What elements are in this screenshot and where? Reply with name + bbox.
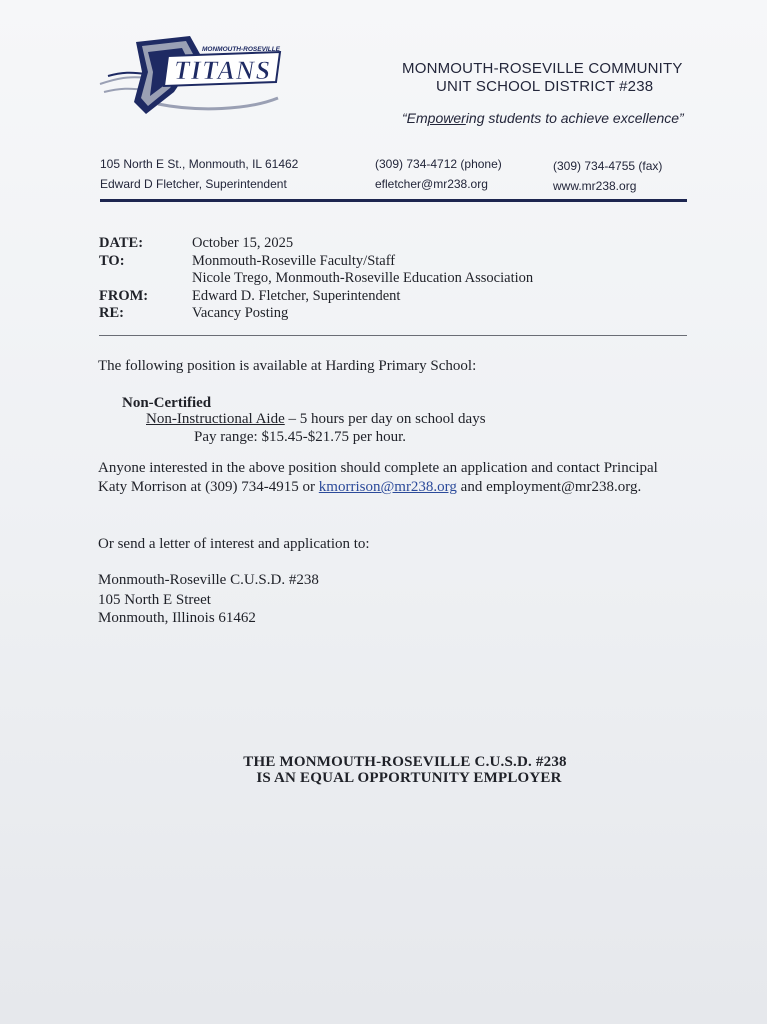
district-name-line2: UNIT SCHOOL DISTRICT #238 bbox=[436, 78, 654, 95]
intro-text: The following position is available at Harding Primary School: bbox=[98, 358, 477, 374]
apply-contact-end: and employment@mr238.org. bbox=[456, 479, 642, 495]
titans-logo bbox=[98, 32, 283, 118]
district-name-line1: MONMOUTH-ROSEVILLE COMMUNITY bbox=[402, 60, 683, 77]
apply-instructions-line2 bbox=[98, 479, 641, 496]
re-value: Vacancy Posting bbox=[192, 305, 289, 321]
logo-small-text: MONMOUTH-ROSEVILLE bbox=[202, 46, 280, 53]
district-address: 105 North E St., Monmouth, IL 61462 bbox=[100, 157, 299, 171]
pay-range: Pay range: $15.45-$21.75 per hour. bbox=[194, 429, 407, 445]
motto-end: ing students to achieve excellence” bbox=[465, 110, 684, 126]
apply-contact-text: Katy Morrison at (309) 734-4915 or bbox=[98, 479, 319, 495]
mailing-address-line3: Monmouth, Illinois 61462 bbox=[98, 610, 256, 626]
motto-underlined: power bbox=[427, 110, 466, 126]
position-category: Non-Certified bbox=[122, 395, 212, 411]
from-value: Edward D. Fletcher, Superintendent bbox=[192, 288, 401, 304]
re-label: RE: bbox=[99, 305, 124, 321]
to-label: TO: bbox=[99, 253, 125, 269]
send-instructions: Or send a letter of interest and application to: bbox=[98, 536, 370, 552]
from-label: FROM: bbox=[99, 288, 149, 304]
motto-start: “Em bbox=[402, 110, 428, 126]
eoe-statement-line2: IS AN EQUAL OPPORTUNITY EMPLOYER bbox=[256, 770, 562, 786]
email-address: efletcher@mr238.org bbox=[375, 177, 488, 191]
header-divider bbox=[100, 199, 687, 202]
principal-email-link[interactable]: kmorrison@mr238.org bbox=[318, 479, 457, 495]
to-recipient-1: Monmouth-Roseville Faculty/Staff bbox=[192, 253, 396, 269]
position-title: Non-Instructional Aide bbox=[146, 411, 285, 427]
apply-instructions-line1: Anyone interested in the above position should complete an application and contact Principal bbox=[98, 460, 658, 476]
date-label: DATE: bbox=[99, 235, 144, 251]
superintendent-name: Edward D Fletcher, Superintendent bbox=[100, 177, 287, 191]
logo-big-text: TITANS bbox=[174, 56, 272, 85]
district-motto bbox=[402, 110, 684, 126]
eoe-statement-line1: THE MONMOUTH-ROSEVILLE C.U.S.D. #238 bbox=[243, 754, 567, 770]
mailing-address-line2: 105 North E Street bbox=[98, 592, 211, 608]
fax-number: (309) 734-4755 (fax) bbox=[553, 159, 663, 173]
mailing-address-line1: Monmouth-Roseville C.U.S.D. #238 bbox=[98, 572, 319, 588]
phone-number: (309) 734-4712 (phone) bbox=[375, 157, 502, 171]
to-recipient-2: Nicole Trego, Monmouth-Roseville Education Association bbox=[192, 270, 534, 286]
website: www.mr238.org bbox=[553, 179, 637, 193]
position-line bbox=[146, 411, 486, 428]
memo-divider bbox=[99, 335, 687, 336]
position-detail: – 5 hours per day on school days bbox=[284, 411, 486, 427]
titans-shield-icon bbox=[98, 32, 283, 118]
date-value: October 15, 2025 bbox=[192, 235, 294, 251]
